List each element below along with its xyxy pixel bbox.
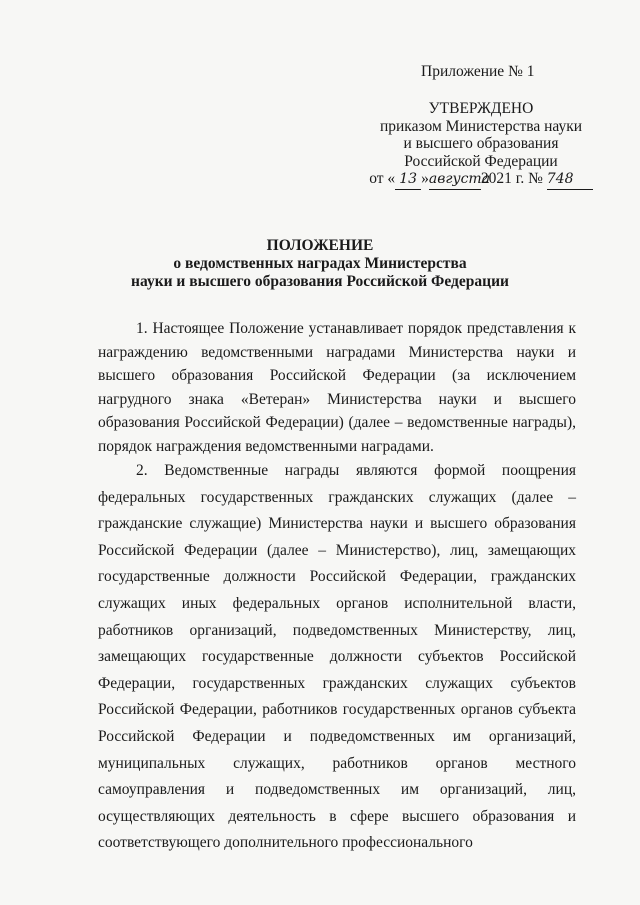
approval-line-1: приказом Министерства науки xyxy=(379,117,583,135)
date-day-handwritten: 13 xyxy=(395,171,421,190)
appendix-label: Приложение № 1 xyxy=(421,63,535,80)
approval-line-2: и высшего образования xyxy=(403,135,559,152)
title-line-3: науки и высшего образования Российской Федерации xyxy=(131,273,509,290)
document-title xyxy=(100,237,540,291)
date-prefix: от « xyxy=(369,170,396,187)
paragraph-1: 1. Настоящее Положение устанавливает порядок представления к награждению ведомственными наградами Министерства науки и высшего образования Российской Федерации (за исключением нагрудного знака «Ветеран» Министерства науки и высшего образования Российской Федерации) (далее – ведомственные награды), порядок награждения ведомственными наградами. xyxy=(98,320,576,455)
approval-stamp xyxy=(356,100,606,190)
title-line-2: о ведомственных наградах Министерства xyxy=(173,255,467,272)
approval-title: УТВЕРЖДЕНО xyxy=(428,100,534,117)
date-separator: » xyxy=(421,170,429,187)
title-line-1: ПОЛОЖЕНИЕ xyxy=(266,237,374,254)
paragraph-2: 2. Ведомственные награды являются формой поощрения федеральных государственных гражданских служащих (далее – гражданские служащие) Министерства науки и высшего образования Российской Федерации (далее – Министерство), лиц, замещающих государственные должности Российской Федерации, гражданских служащих иных федеральных органов исполнительной власти, работников организаций, подведомственных Министерству, лиц, замещающих государственные должности субъектов Российской Федерации, государственных гражданских служащих субъектов Российской Федерации, работников государственных органов субъекта Российской Федерации и подведомственных им организаций, муниципальных служащих, работников органов местного самоуправления и подведомственных им организаций, лиц, осуществляющих деятельность в сфере высшего образования и соответствующего дополнительного профессионального xyxy=(98,462,576,852)
date-year: 2021 г. № xyxy=(480,170,543,187)
order-date-line xyxy=(356,170,606,190)
document-body xyxy=(98,317,576,857)
order-number-handwritten: 748 xyxy=(547,171,593,190)
date-month-handwritten: августа xyxy=(429,171,481,190)
approval-line-3: Российской Федерации xyxy=(404,152,558,170)
